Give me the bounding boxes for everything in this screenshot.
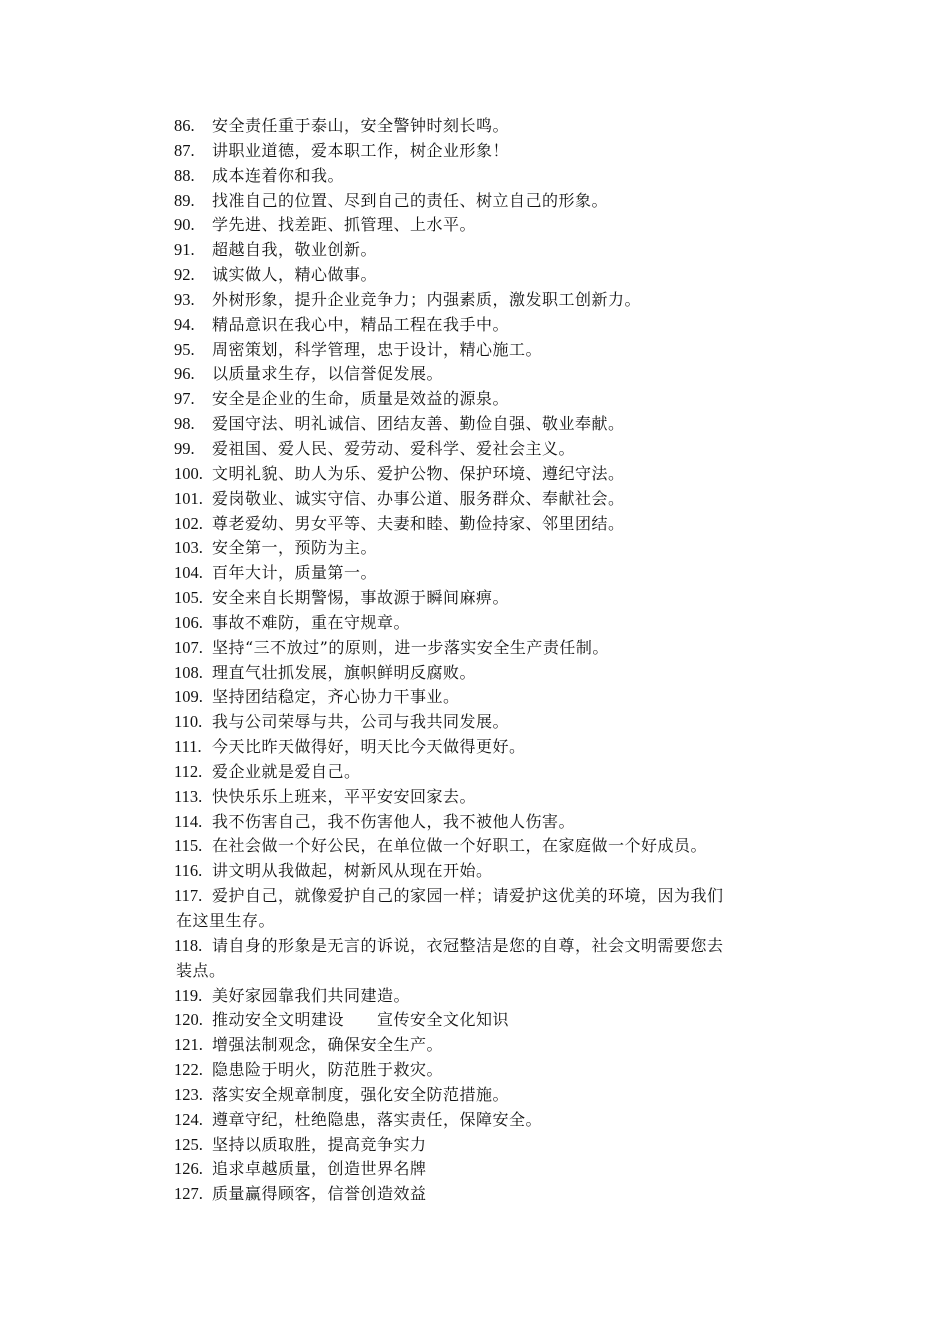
list-item: [174, 760, 814, 785]
item-number: 122.: [174, 1060, 203, 1080]
item-number: 123.: [174, 1084, 203, 1104]
item-text: 安全第一，预防为主。: [212, 538, 378, 558]
list-item: [174, 735, 814, 760]
list-item: [174, 462, 814, 487]
list-item: [174, 487, 814, 512]
item-text: 隐患险于明火，防范胜于救灾。: [212, 1060, 444, 1080]
item-text: 爱企业就是爱自己。: [212, 761, 361, 781]
list-item: [174, 288, 814, 313]
item-text: 安全是企业的生命，质量是效益的源泉。: [212, 389, 510, 409]
item-number: 106.: [174, 612, 203, 632]
item-number: 91.: [174, 240, 195, 260]
item-number: 94.: [174, 314, 195, 334]
item-text: 推动安全文明建设 宣传安全文化知识: [212, 1010, 510, 1030]
list-item: [174, 338, 814, 363]
item-text: 成本连着你和我。: [212, 165, 345, 185]
item-number: 100.: [174, 463, 203, 483]
item-number: 101.: [174, 488, 203, 508]
item-text: 我不伤害自己，我不伤害他人，我不被他人伤害。: [212, 811, 576, 831]
item-number: 124.: [174, 1109, 203, 1129]
list-item: [174, 362, 814, 387]
item-number: 90.: [174, 215, 195, 235]
item-number: 118.: [174, 935, 203, 955]
list-item: [174, 1133, 814, 1158]
item-text: 质量赢得顾客，信誉创造效益: [212, 1184, 427, 1204]
item-number: 104.: [174, 563, 203, 583]
list-item: [174, 387, 814, 412]
item-text: 在社会做一个好公民，在单位做一个好职工，在家庭做一个好成员。: [212, 836, 708, 856]
list-item: [174, 263, 814, 288]
slogan-list: [174, 114, 814, 1207]
item-number: 87.: [174, 140, 195, 160]
list-item: [174, 884, 814, 934]
item-number: 93.: [174, 289, 195, 309]
list-item: [174, 611, 814, 636]
item-text: 安全责任重于泰山，安全警钟时刻长鸣。: [212, 116, 510, 135]
list-item: [174, 834, 814, 859]
item-text: 坚持以质取胜，提高竞争实力: [212, 1134, 427, 1154]
list-item: [174, 164, 814, 189]
item-text: 安全来自长期警惕，事故源于瞬间麻痹。: [212, 588, 510, 608]
list-item: [174, 984, 814, 1009]
item-text: 我与公司荣辱与共，公司与我共同发展。: [212, 712, 510, 732]
list-item: [174, 1058, 814, 1083]
list-item: [174, 1033, 814, 1058]
item-text: 超越自我，敬业创新。: [212, 240, 378, 260]
item-number: 110.: [174, 712, 203, 732]
item-number: 126.: [174, 1159, 203, 1179]
item-number: 121.: [174, 1035, 203, 1055]
item-number: 86.: [174, 116, 195, 135]
item-text: 讲职业道德，爱本职工作，树企业形象！: [212, 140, 510, 160]
item-number: 98.: [174, 414, 195, 434]
item-number: 99.: [174, 438, 195, 458]
list-item: [174, 213, 814, 238]
item-text: 遵章守纪，杜绝隐患，落实责任，保障安全。: [212, 1109, 543, 1129]
item-text-continuation: 在这里生存。: [176, 911, 276, 930]
item-number: 92.: [174, 265, 195, 285]
item-number: 105.: [174, 588, 203, 608]
list-item: [174, 1157, 814, 1182]
item-text: 精品意识在我心中，精品工程在我手中。: [212, 314, 510, 334]
item-text: 外树形象，提升企业竞争力；内强素质，激发职工创新力。: [212, 289, 642, 309]
item-number: 111.: [174, 737, 202, 757]
item-number: 109.: [174, 687, 203, 707]
item-text: 文明礼貌、助人为乐、爱护公物、保护环境、遵纪守法。: [212, 463, 625, 483]
item-number: 95.: [174, 339, 195, 359]
item-number: 114.: [174, 811, 203, 831]
item-text: 百年大计，质量第一。: [212, 563, 378, 583]
list-item: [174, 437, 814, 462]
list-item: [174, 238, 814, 263]
list-item: [174, 934, 814, 984]
item-text: 爱祖国、爱人民、爱劳动、爱科学、爱社会主义。: [212, 438, 576, 458]
item-number: 119.: [174, 985, 203, 1005]
list-item: [174, 810, 814, 835]
item-text: 讲文明从我做起，树新风从现在开始。: [212, 861, 493, 881]
item-number: 89.: [174, 190, 195, 210]
item-number: 115.: [174, 836, 203, 856]
list-item: [174, 661, 814, 686]
item-text: 事故不难防，重在守规章。: [212, 612, 411, 632]
item-text: 追求卓越质量，创造世界名牌: [212, 1159, 427, 1179]
list-item: [174, 412, 814, 437]
item-text: 增强法制观念，确保安全生产。: [212, 1035, 444, 1055]
item-number: 127.: [174, 1184, 203, 1204]
list-item: [174, 114, 814, 139]
item-number: 112.: [174, 761, 203, 781]
list-item: [174, 536, 814, 561]
item-text: 以质量求生存，以信誉促发展。: [212, 364, 444, 384]
item-text: 爱国守法、明礼诚信、团结友善、勤俭自强、敬业奉献。: [212, 414, 625, 434]
item-text: 爱岗敬业、诚实守信、办事公道、服务群众、奉献社会。: [212, 488, 625, 508]
list-item: [174, 1182, 814, 1207]
item-text: 坚持团结稳定，齐心协力干事业。: [212, 687, 460, 707]
list-item: [174, 1008, 814, 1033]
item-text: 理直气壮抓发展，旗帜鲜明反腐败。: [212, 662, 477, 682]
item-number: 88.: [174, 165, 195, 185]
list-item: [174, 586, 814, 611]
item-number: 108.: [174, 662, 203, 682]
item-text-continuation: 装点。: [176, 960, 226, 980]
item-text: 坚持“三不放过”的原则，进一步落实安全生产责任制。: [212, 637, 609, 657]
item-text: 诚实做人，精心做事。: [212, 265, 378, 285]
item-number: 96.: [174, 364, 195, 384]
list-item: [174, 512, 814, 537]
list-item: [174, 859, 814, 884]
list-item: [174, 1083, 814, 1108]
list-item: [174, 710, 814, 735]
item-number: 116.: [174, 861, 203, 881]
item-number: 120.: [174, 1010, 203, 1030]
list-item: [174, 636, 814, 661]
list-item: [174, 785, 814, 810]
item-number: 125.: [174, 1134, 203, 1154]
item-text: 落实安全规章制度，强化安全防范措施。: [212, 1084, 510, 1104]
item-text: 学先进、找差距、抓管理、上水平。: [212, 215, 477, 235]
item-number: 102.: [174, 513, 203, 533]
item-text: 尊老爱幼、男女平等、夫妻和睦、勤俭持家、邻里团结。: [212, 513, 625, 533]
list-item: [174, 139, 814, 164]
item-number: 103.: [174, 538, 203, 558]
list-item: [174, 561, 814, 586]
item-text: 美好家园靠我们共同建造。: [212, 985, 411, 1005]
item-text: 请自身的形象是无言的诉说，衣冠整洁是您的自尊，社会文明需要您去: [212, 935, 724, 955]
item-text: 今天比昨天做得好，明天比今天做得更好。: [212, 737, 526, 757]
list-item: [174, 313, 814, 338]
item-text: 快快乐乐上班来，平平安安回家去。: [212, 786, 477, 806]
list-item: [174, 189, 814, 214]
item-number: 97.: [174, 389, 195, 409]
item-number: 107.: [174, 637, 203, 657]
list-item: [174, 1108, 814, 1133]
item-text: 爱护自己，就像爱护自己的家园一样；请爱护这优美的环境，因为我们: [212, 886, 724, 906]
item-text: 周密策划，科学管理，忠于设计，精心施工。: [212, 339, 543, 359]
list-item: [174, 685, 814, 710]
item-text: 找准自己的位置、尽到自己的责任、树立自己的形象。: [212, 190, 609, 210]
item-number: 113.: [174, 786, 203, 806]
item-number: 117.: [174, 886, 203, 906]
